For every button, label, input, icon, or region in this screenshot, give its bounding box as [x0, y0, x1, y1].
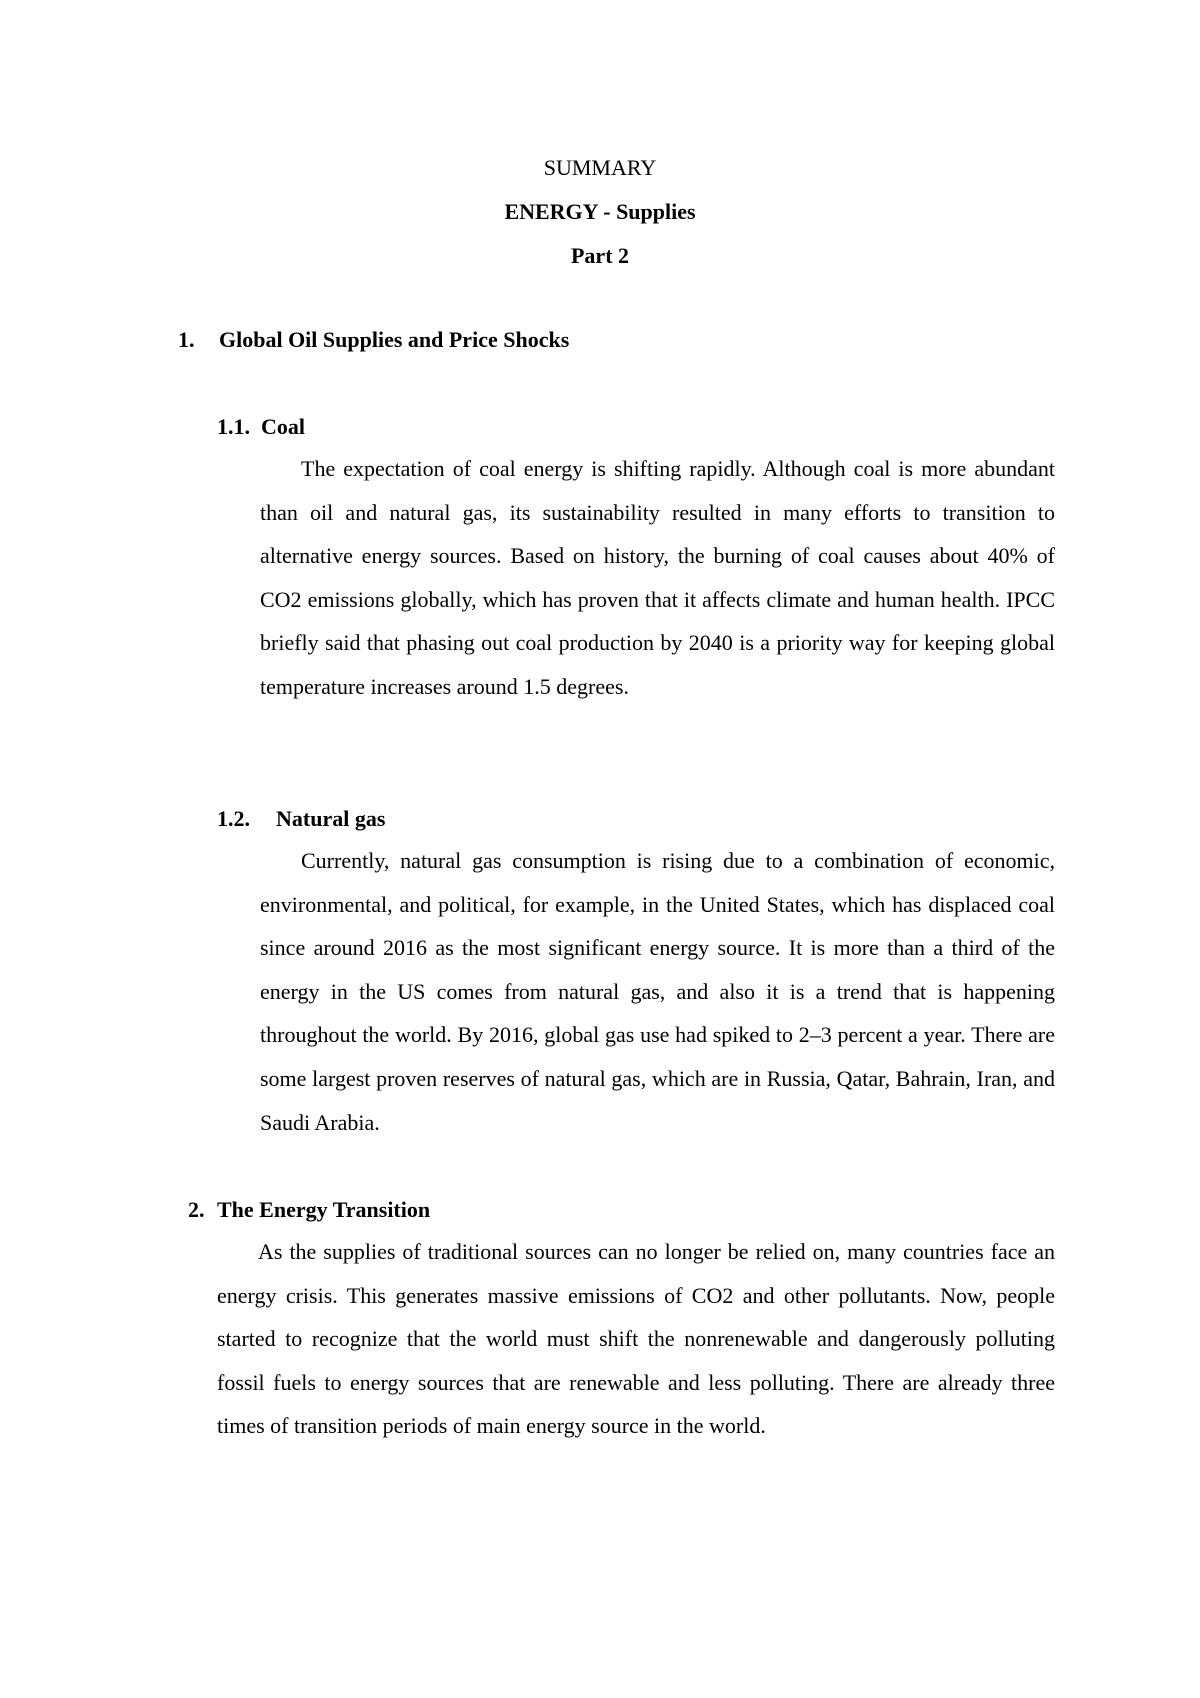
section-1-2-body: Currently, natural gas consumption is rising due to a combination of economic, environmental, and political, for example, in the United States, which has displaced coal since around 2016 as the most significant energy source. It is more than a third of the energy in the US comes from natural gas, and also it is a trend that is happening throughout the world. By 2016, global gas use had spiked to 2–3 percent a year. There are some largest proven reserves of natural gas, which are in Russia, Qatar, Bahrain, Iran, and Saudi Arabia.	[260, 848, 1055, 1135]
title-block	[0, 146, 1200, 278]
document-subtitle: ENERGY - Supplies	[504, 199, 696, 224]
section-1-1-heading	[217, 412, 305, 442]
summary-title: SUMMARY	[543, 155, 657, 180]
section-1-2-number: 1.2.	[217, 806, 250, 831]
part-label: Part 2	[570, 243, 630, 268]
section-1-1-number: 1.1.	[217, 414, 250, 439]
section-2-heading	[188, 1195, 430, 1225]
section-1-number: 1.	[178, 327, 195, 352]
section-1-title: Global Oil Supplies and Price Shocks	[219, 327, 570, 352]
section-1-2-heading	[217, 804, 385, 834]
section-1-heading	[178, 325, 569, 355]
section-2-title: The Energy Transition	[217, 1197, 431, 1222]
section-2-number: 2.	[188, 1197, 205, 1222]
section-1-1-title: Coal	[261, 414, 305, 439]
section-1-1-body: The expectation of coal energy is shifting rapidly. Although coal is more abundant than oil and natural gas, its sustainability resulted in many efforts to transition to alternative energy sources. Based on history, the burning of coal causes about 40% of CO2 emissions globally, which has proven that it affects climate and human health. IPCC briefly said that phasing out coal production by 2040 is a priority way for keeping global temperature increases around 1.5 degrees.	[260, 456, 1055, 699]
section-2-body: As the supplies of traditional sources can no longer be relied on, many countries face an energy crisis. This generates massive emissions of CO2 and other pollutants. Now, people started to recognize that the world must shift the nonrenewable and dangerously polluting fossil fuels to energy sources that are renewable and less polluting. There are already three times of transition periods of main energy source in the world.	[217, 1239, 1055, 1439]
section-1-2-title: Natural gas	[276, 806, 386, 831]
